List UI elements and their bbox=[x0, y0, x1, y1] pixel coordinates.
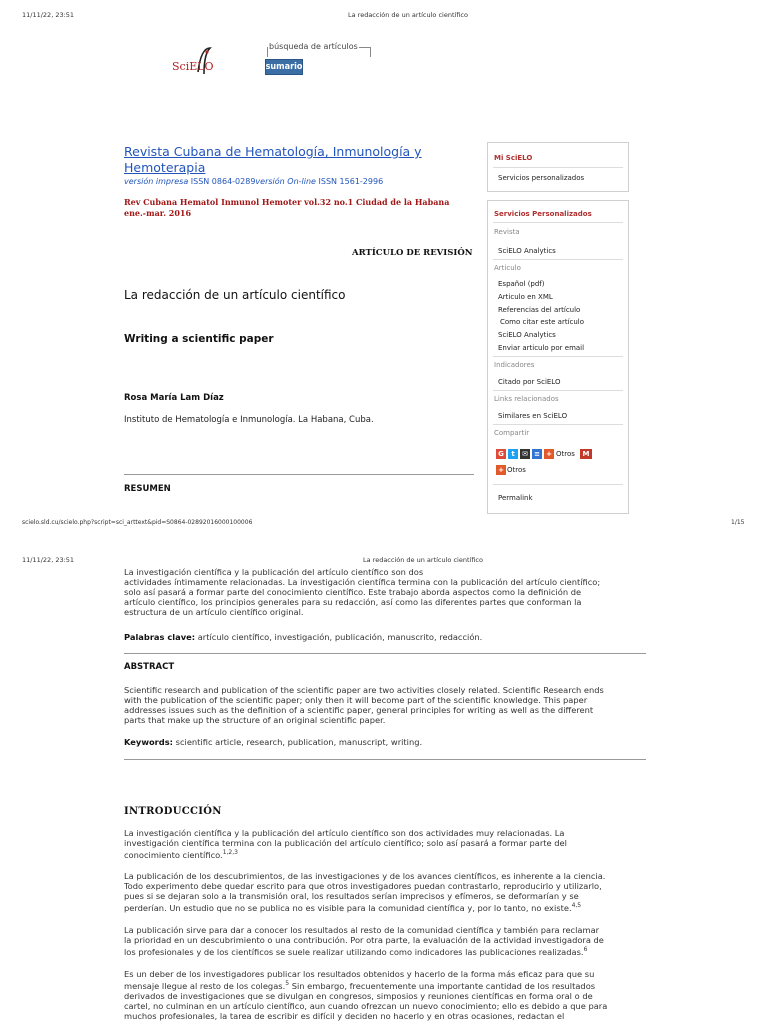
resumen-heading: RESUMEN bbox=[124, 484, 171, 494]
permalink[interactable]: Permalink bbox=[498, 494, 533, 502]
text-line: pues si se dejaran solo a la transmisión oral, los resultados serían imprecisos y efímeros, se deformarían y se bbox=[124, 891, 579, 901]
text-line: derivados de investigaciones que se divulgan en congresos, simposios y reuniones científicas en forma oral o de bbox=[124, 990, 593, 1001]
text-span: conocimiento científico. bbox=[124, 849, 223, 860]
text-line: La publicación sirve para dar a conocer los resultados al resto de la comunidad científica y también para reclamar bbox=[124, 925, 600, 935]
citation: Rev Cubana Hematol Inmunol Hemoter vol.32 no.1 Ciudad de la Habana ene.-mar. 2016 bbox=[124, 197, 450, 218]
text-line: with the publication of the scientific paper; only then it will become part of the scientific knowledge. This paper bbox=[124, 695, 588, 705]
issn-online-label: versión On-line bbox=[255, 177, 316, 186]
divider bbox=[493, 424, 623, 425]
issn-line bbox=[124, 177, 383, 186]
mail-share-icon[interactable]: ✉ bbox=[520, 449, 530, 459]
sumario-button[interactable]: sumario bbox=[265, 59, 303, 75]
keywords-label: Keywords: bbox=[124, 737, 173, 747]
author-name: Rosa María Lam Díaz bbox=[124, 393, 224, 403]
delicious-share-icon[interactable]: ≡ bbox=[532, 449, 542, 459]
otros-row[interactable] bbox=[496, 465, 526, 475]
text-line: solo así pasará a formar parte del conocimiento científico. Este trabajo aborda aspectos como la definición de bbox=[124, 587, 582, 597]
keywords bbox=[124, 737, 422, 747]
issn-print-label: versión impresa bbox=[124, 177, 189, 186]
reference-superscript[interactable]: 5 bbox=[285, 980, 290, 987]
journal-title-link[interactable]: Revista Cubana de Hematología, Inmunología y Hemoterapia bbox=[124, 144, 422, 175]
divider bbox=[124, 759, 646, 760]
reference-superscript[interactable]: 6 bbox=[583, 946, 588, 953]
article-type: ARTÍCULO DE REVISIÓN bbox=[352, 248, 473, 258]
text-line: La investigación científica y la publicación del artículo científico son dos actividades muy relacionadas. La bbox=[124, 828, 565, 838]
intro-paragraph-3 bbox=[124, 925, 649, 957]
print-header-title: La redacción de un artículo científico bbox=[348, 11, 468, 19]
issn-online: ISSN 1561-2996 bbox=[318, 177, 384, 186]
text-line bbox=[124, 945, 649, 957]
text-line: parts that make up the structure of an original scientific paper. bbox=[124, 715, 386, 725]
text-line: muchos profesionales, la tarea de escribir es difícil y deciden no hacerlo y en otras ocasiones, redactan el bbox=[124, 1010, 565, 1021]
text-line: actividades íntimamente relacionadas. La investigación científica termina con la publicación del artículo científico; bbox=[124, 577, 601, 587]
share-buttons bbox=[496, 448, 592, 459]
print-header-title-2: La redacción de un artículo científico bbox=[363, 556, 483, 564]
otros-share-label[interactable]: Otros bbox=[556, 449, 575, 458]
text-line bbox=[124, 848, 649, 860]
intro-paragraph-4 bbox=[124, 969, 649, 1021]
stumble-share-icon[interactable]: M bbox=[580, 449, 592, 459]
keywords-value: scientific article, research, publication, manuscript, writing. bbox=[175, 737, 423, 747]
text-line: cartel, no culminan en un artículo científico, aun cuando ofrezcan un nuevo conocimiento; ello es debido a que para bbox=[124, 1000, 608, 1011]
otros-label: Otros bbox=[507, 466, 526, 474]
text-line: investigación científica termina con la publicación del artículo científico; solo así pasará a formar parte del bbox=[124, 838, 567, 848]
mi-scielo-heading: Mi SciELO bbox=[494, 154, 533, 162]
similar-articles-link[interactable]: Similares en SciELO bbox=[498, 412, 568, 420]
print-header-date: 11/11/22, 23:51 bbox=[22, 11, 75, 19]
resumen-body bbox=[124, 567, 649, 617]
text-span: los profesionales y de los científicos se suele realizar utilizando como indicadores las publicaciones realizadas. bbox=[124, 946, 584, 957]
revista-analytics-link[interactable]: SciELO Analytics bbox=[498, 247, 556, 255]
text-line: Todo experimento debe quedar escrito para que otros investigadores puedan contrastarlo, reproducirlo y utilizarlo, bbox=[124, 881, 602, 891]
divider bbox=[493, 390, 623, 391]
divider bbox=[493, 167, 623, 168]
indicadores-label: Indicadores bbox=[494, 361, 535, 369]
reference-superscript[interactable]: 1,2,3 bbox=[222, 849, 238, 856]
text-line: La publicación de los descubrimientos, de las investigaciones y de los avances científicos, es inherente a la ciencia. bbox=[124, 871, 606, 881]
text-line: La investigación científica y la publicación del artículo científico son dos bbox=[124, 567, 424, 577]
revista-label: Revista bbox=[494, 228, 520, 236]
article-references-link[interactable]: Referencias del artículo bbox=[498, 306, 581, 314]
intro-heading: INTRODUCCIÓN bbox=[124, 806, 222, 817]
divider bbox=[493, 259, 623, 260]
spanish-pdf-link[interactable]: Español (pdf) bbox=[498, 280, 545, 288]
plus-icon: + bbox=[496, 465, 506, 475]
services-panel bbox=[487, 200, 629, 514]
divider bbox=[124, 474, 474, 475]
abstract-heading: ABSTRACT bbox=[124, 662, 175, 672]
text-span: mensaje llegue al resto de los colegas. bbox=[124, 980, 286, 991]
palabras-clave bbox=[124, 632, 482, 642]
text-line: estructura de un artículo científico original. bbox=[124, 607, 304, 617]
plus-share-icon[interactable]: + bbox=[544, 449, 554, 459]
article-analytics-link[interactable]: SciELO Analytics bbox=[498, 331, 556, 339]
text-line bbox=[124, 901, 649, 913]
print-header-date-2: 11/11/22, 23:51 bbox=[22, 556, 75, 564]
text-line bbox=[124, 979, 649, 991]
scielo-logo-text: SciELO bbox=[172, 60, 214, 73]
divider bbox=[124, 653, 646, 654]
servicios-personalizados-link[interactable]: Servicios personalizados bbox=[498, 174, 585, 182]
divider bbox=[493, 484, 623, 485]
issn-print: ISSN 0864-0289 bbox=[190, 177, 256, 186]
print-footer-url: scielo.sld.cu/scielo.php?script=sci_arttext&pid=S0864-02892016000100006 bbox=[22, 519, 253, 526]
links-label: Links relacionados bbox=[494, 395, 559, 403]
compartir-label: Compartir bbox=[494, 429, 530, 437]
email-article-link[interactable]: Enviar articulo por email bbox=[498, 344, 585, 352]
search-articles-label: búsqueda de artículos bbox=[269, 42, 358, 51]
palabras-clave-label: Palabras clave: bbox=[124, 632, 196, 642]
divider bbox=[493, 356, 623, 357]
title-english: Writing a scientific paper bbox=[124, 333, 274, 345]
author-affiliation: Instituto de Hematología e Inmunología. La Habana, Cuba. bbox=[124, 415, 374, 425]
text-span: Sin embargo, frecuentemente una importante cantidad de los resultados bbox=[289, 980, 596, 991]
text-line: artículo científico, los principios generales para su redacción, así como las diferentes partes que conforman la bbox=[124, 597, 582, 607]
text-line: Scientific research and publication of the scientific paper are two activities closely related. Scientific Research ends bbox=[124, 685, 604, 695]
text-span: perderían. Un estudio que no se publica no es visible para la comunidad científica y, por lo tanto, no existe. bbox=[124, 902, 572, 913]
divider bbox=[493, 222, 623, 223]
how-to-cite-link[interactable]: Como citar este artículo bbox=[500, 318, 585, 326]
text-line: addresses issues such as the definition of a scientific paper, general principles for writing as well as the different bbox=[124, 705, 594, 715]
intro-paragraph-2 bbox=[124, 871, 649, 913]
palabras-clave-value: artículo científico, investigación, publicación, manuscrito, redacción. bbox=[197, 632, 483, 642]
abstract-body bbox=[124, 685, 649, 725]
cited-by-link[interactable]: Citado por SciELO bbox=[498, 378, 561, 386]
mi-scielo-panel bbox=[487, 142, 629, 192]
reference-superscript[interactable]: 4,5 bbox=[571, 902, 582, 909]
article-xml-link[interactable]: Articulo en XML bbox=[498, 293, 553, 301]
text-line: la prioridad en un descubrimiento o una contribución. Por otra parte, la evaluación de la actividad investigadora de bbox=[124, 935, 604, 945]
text-line: Es un deber de los investigadores publicar los resultados obtenidos y hacerlo de la forma más eficaz para que su bbox=[124, 969, 595, 979]
articulo-label: Articulo bbox=[494, 264, 521, 272]
google-share-icon[interactable]: G bbox=[496, 449, 506, 459]
print-footer-page: 1/15 bbox=[731, 519, 745, 526]
servicios-heading: Servicios Personalizados bbox=[494, 210, 592, 218]
title-spanish: La redacción de un artículo científico bbox=[124, 288, 346, 302]
intro-paragraph-1 bbox=[124, 828, 649, 860]
scielo-logo[interactable] bbox=[168, 42, 218, 78]
twitter-share-icon[interactable]: t bbox=[508, 449, 518, 459]
